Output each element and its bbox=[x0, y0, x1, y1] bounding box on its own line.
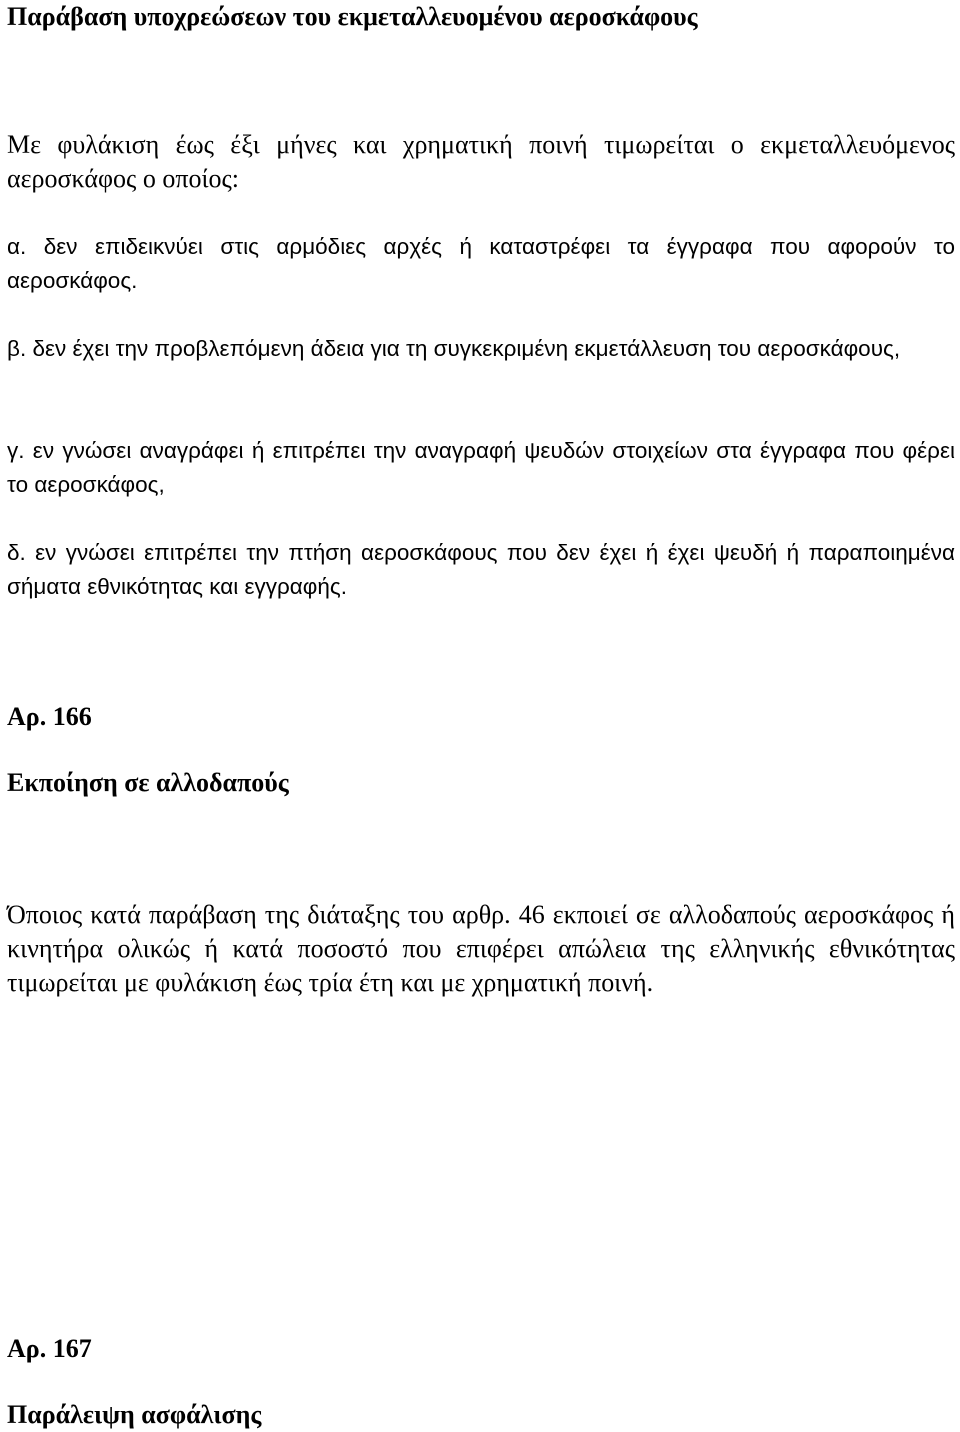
article-165-title: Παράβαση υποχρεώσεων του εκμεταλλευομένου αεροσκάφους bbox=[7, 2, 698, 31]
article-165-item-d: δ. εν γνώσει επιτρέπει την πτήση αεροσκάφους που δεν έχει ή έχει ψευδή ή παραποιημένα σήματα εθνικότητας και εγγραφής. bbox=[7, 540, 955, 599]
article-166-body: Όποιος κατά παράβαση της διάταξης του αρθρ. 46 εκποιεί σε αλλοδαπούς αεροσκάφος ή κινητήρα ολικώς ή κατά ποσοστό που επιφέρει απώλεια της ελληνικής εθνικότητας τιμωρείται με φυλάκιση έως τρία έτη και με χρηματική ποινή. bbox=[7, 900, 955, 997]
article-167-number: Αρ. 167 bbox=[7, 1334, 92, 1363]
article-165-intro: Με φυλάκιση έως έξι μήνες και χρηματική ποινή τιμωρείται ο εκμεταλλευόμενος αεροσκάφος ο οποίος: bbox=[7, 130, 955, 193]
article-166-number: Αρ. 166 bbox=[7, 702, 92, 731]
article-165-item-c: γ. εν γνώσει αναγράφει ή επιτρέπει την αναγραφή ψευδών στοιχείων στα έγγραφα που φέρει το αεροσκάφος, bbox=[7, 438, 955, 497]
article-167-title: Παράλειψη ασφάλισης bbox=[7, 1400, 262, 1429]
article-166-title: Εκποίηση σε αλλοδαπούς bbox=[7, 768, 289, 797]
article-165-item-b: β. δεν έχει την προβλεπόμενη άδεια για τη συγκεκριμένη εκμετάλλευση του αεροσκάφους, bbox=[7, 336, 901, 361]
article-165-item-a: α. δεν επιδεικνύει στις αρμόδιες αρχές ή καταστρέφει τα έγγραφα που αφορούν το αεροσκάφος. bbox=[7, 234, 955, 293]
